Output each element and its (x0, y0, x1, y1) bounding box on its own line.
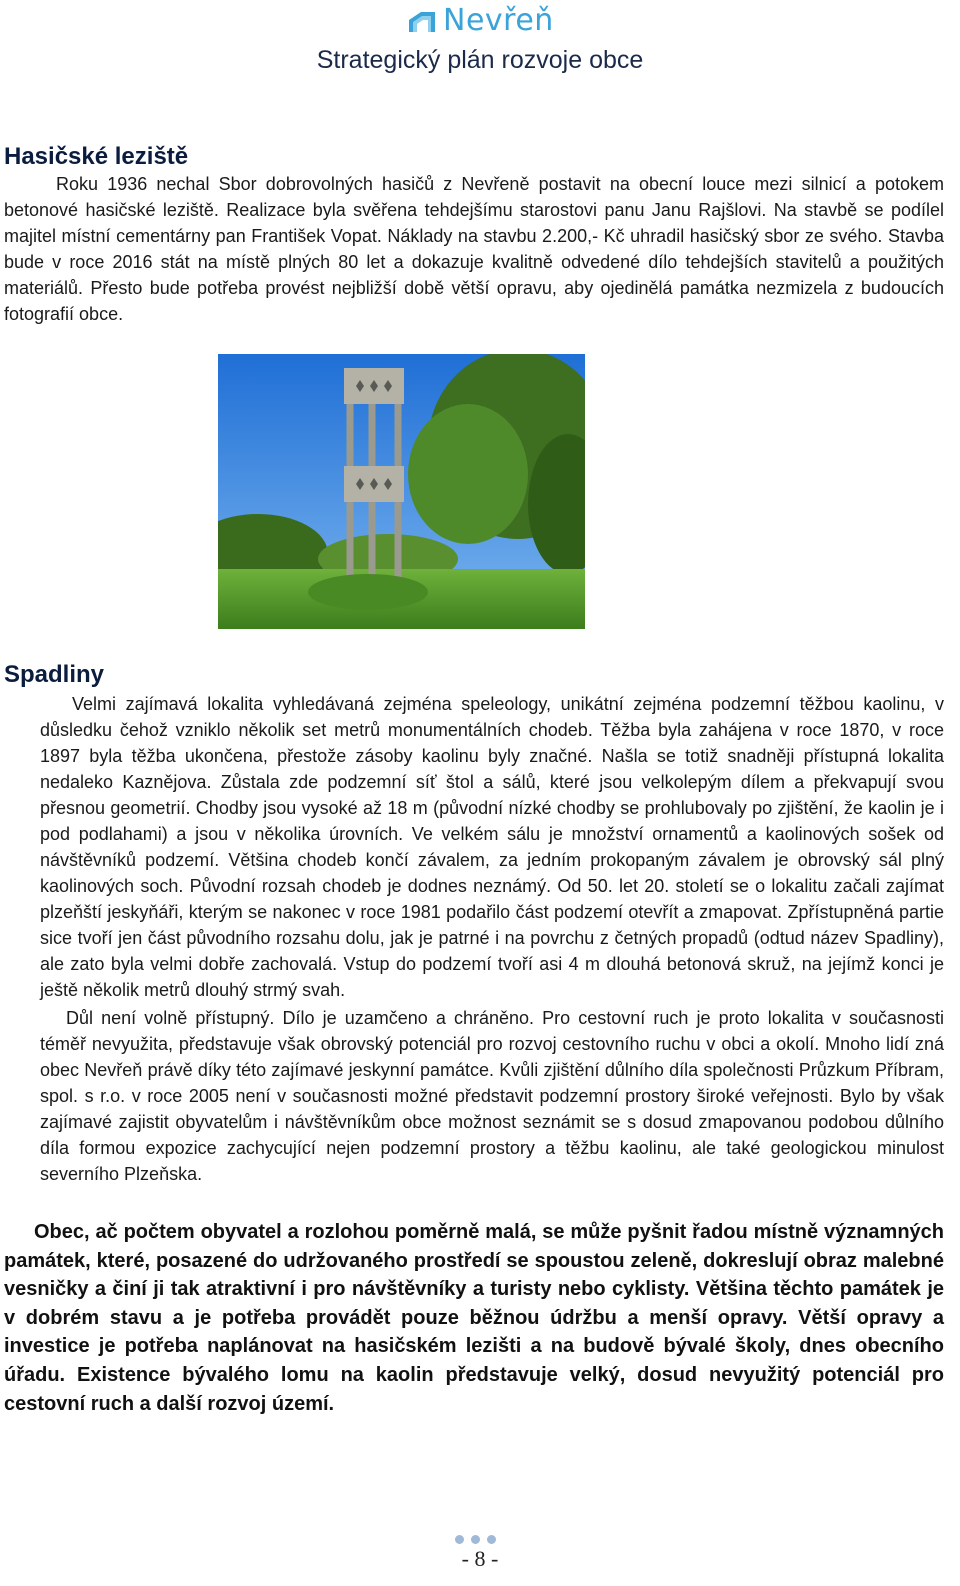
section-paragraph-spadliny-1: Velmi zajímavá lokalita vyhledávaná zejména speleology, unikátní zejména podzemní těžbou kaolinu, v důsledku čehož vzniklo několik set metrů monumentálních chodeb. Těžba byla zahájena v roce 1870, v roce 1897 byla těžba ukončena, přestože zásoby kaolinu byly značné. Našla se totiž snadněji přístupná lokalita nedaleko Kaznějova. Zůstala zde podzemní síť štol a sálů, které jsou velkolepým dílem a překvapují svou přesnou geometrií. Chodby jsou vysoké až 18 m (původní nízké chodby se prohlubovaly po zjištění, že kaolin je i pod podlahami) a jsou v několika úrovních. Ve velkém sálu je množství ornamentů a kaolinových sošek od návštěvníků podzemí. Většina chodeb končí závalem, za jedním prokopaným závalem je obrovský sál plný kaolinových soch. Původní rozsah chodeb je dodnes neznámý. Od 50. let 20. století se o lokalitu začali zajímat plzeňští jeskyňáři, kterým se nakonec v roce 1981 podařilo část podzemí otevřít a zmapovat. Zpřístupněná partie sice tvoří jen část původního rozsahu dolu, jak je patrné i na povrchu z četných propadů (odtud název Spadliny), ale zato byla velmi dobře zachovalá. Vstup do podzemí tvoří asi 4 m dlouhá betonová skruž, na jejímž konci je ještě několik metrů dlouhý strmý svah. (40, 694, 944, 1000)
section-title-hasicske-leziste: Hasičské leziště (4, 143, 189, 170)
logo-icon (407, 8, 437, 34)
footer-dots-icon (455, 1535, 496, 1544)
logo (407, 4, 554, 38)
summary-paragraph: Obec, ač počtem obyvatel a rozlohou poměrně malá, se může pyšnit řadou místně významných památek, které, posazené do udržovaného prostředí se spoustou zeleně, dokreslují obraz malebné vesničky a činí ji tak atraktivní i pro návštěvníky a turisty nebo cyklisty. Většina těchto památek je v dobrém stavu a je potřeba provádět pouze běžnou údržbu a menší opravy. Větší opravy a investice je potřeba naplánovat na hasičském lezišti a na budově bývalé školy, dnes obecního úřadu. Existence bývalého lomu na kaolin představuje velký, dosud nevyužitý potenciál pro cestovní ruch a další rozvoj území. (4, 1221, 944, 1415)
section-paragraph-hasicske-leziste: Roku 1936 nechal Sbor dobrovolných hasičů z Nevřeně postavit na obecní louce mezi silnicí a potokem betonové hasičské leziště. Realizace byla svěřena tehdejšímu starostovi panu Janu Rajšlovi. Na stavbě se podílel majitel místní cementárny pan František Vopat. Náklady na stavbu 2.200,- Kč uhradil hasičský sbor ze svého. Stavba bude v roce 2016 stát na místě plných 80 let a dokazuje kvalitně odvedené dílo tehdejších stavitelů a použitých materiálů. Přesto bude potřeba provést nejbližší době větší opravu, aby ojedinělá památka nezmizela z budoucích fotografií obce. (4, 174, 944, 324)
tower-photo (218, 354, 585, 629)
section-title-spadliny: Spadliny (4, 661, 105, 688)
page-number: - 8 - (461, 1546, 499, 1571)
logo-text: Nevřeň (443, 3, 554, 38)
section-paragraph-spadliny-2: Důl není volně přístupný. Dílo je uzamčeno a chráněno. Pro cestovní ruch je proto lokalita v současnosti téměř nevyužita, představuje však obrovský potenciál pro rozvoj cestovního ruchu v obci a okolí. Mnoho lidí zná obec Nevřeň právě díky této zajímavé jeskynní památce. Kvůli zjištění důlního díla společnosti Průzkum Příbram, spol. s r.o. v roce 2005 není v současnosti možné představit podzemní prostory široké veřejnosti. Bylo by však zajímavé zajistit obyvatelům i návštěvníkům obce možnost seznámit se s dosud zmapovanou podobou důlního díla formou expozice zachycující nejen podzemní prostory a těžbu kaolinu, ale také geologickou minulost severního Plzeňska. (40, 1008, 944, 1184)
document-subtitle: Strategický plán rozvoje obce (316, 46, 644, 74)
